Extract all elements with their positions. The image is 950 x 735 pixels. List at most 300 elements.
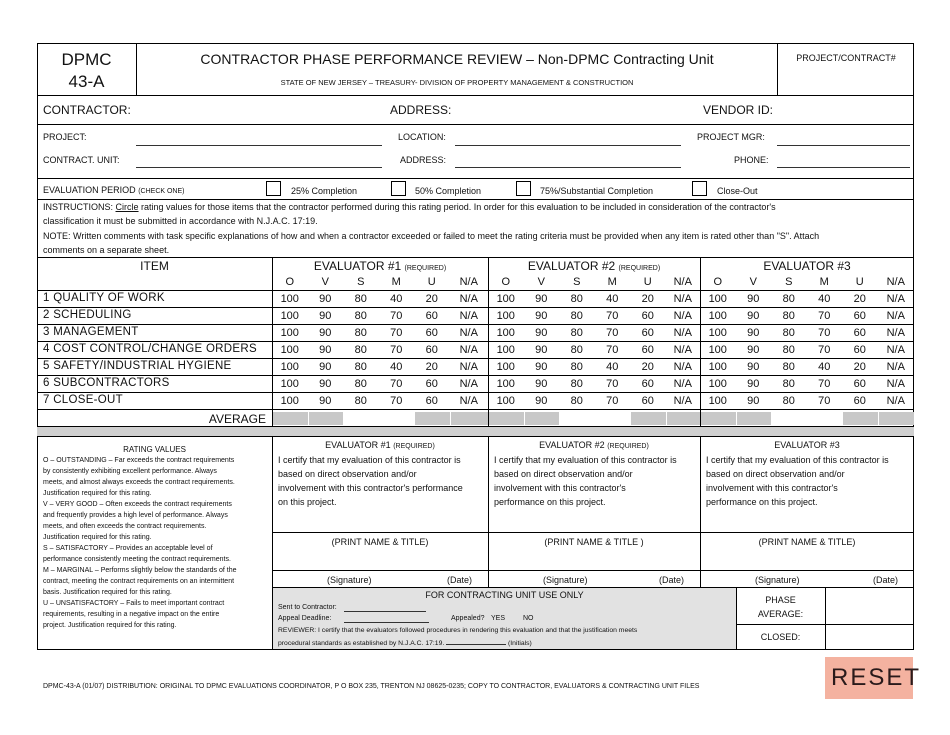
date-label: (Date) xyxy=(447,575,473,585)
rating-value[interactable]: 60 xyxy=(641,327,654,339)
signature-label: (Signature) xyxy=(327,575,372,585)
phase-label: PHASE xyxy=(765,595,796,605)
rating-value-line: basis. Justification required for this rating. xyxy=(43,589,172,596)
date-label: (Date) xyxy=(873,575,899,585)
average-cell[interactable] xyxy=(667,412,701,425)
column-header-m: M xyxy=(819,276,829,288)
rating-value[interactable]: 60 xyxy=(425,395,438,407)
rating-value[interactable]: 70 xyxy=(606,378,619,390)
rating-value[interactable]: N/A xyxy=(459,378,478,390)
rating-value[interactable]: 100 xyxy=(280,327,299,339)
rating-value[interactable]: 80 xyxy=(782,395,795,407)
rating-value[interactable]: 100 xyxy=(496,344,515,356)
evaluation-period-text: EVALUATION PERIOD xyxy=(43,185,136,195)
average-cell[interactable] xyxy=(380,412,415,425)
evaluator3-header xyxy=(700,259,914,273)
rating-value[interactable]: N/A xyxy=(459,344,478,356)
rating-value[interactable]: N/A xyxy=(886,327,905,339)
rating-value[interactable]: 20 xyxy=(425,361,438,373)
average-cell[interactable] xyxy=(843,412,878,425)
sent-field[interactable] xyxy=(344,611,426,612)
rating-value[interactable]: 100 xyxy=(708,310,727,322)
instructions-circle: Circle xyxy=(115,202,139,212)
column-header-o: O xyxy=(713,276,723,288)
cert-print-name-field[interactable] xyxy=(704,548,910,568)
row-divider xyxy=(37,409,914,410)
item-row-label: 2 SCHEDULING xyxy=(43,309,132,321)
signature-label: (Signature) xyxy=(543,575,588,585)
date-label: (Date) xyxy=(659,575,685,585)
rating-value[interactable]: N/A xyxy=(673,327,692,339)
cert-statement-line: involvement with this contractor's xyxy=(494,483,626,493)
rating-value[interactable]: 90 xyxy=(319,344,332,356)
instructions-line4: comments on a separate sheet. xyxy=(43,245,170,255)
period-50-checkbox[interactable] xyxy=(391,181,406,196)
rating-value[interactable]: 90 xyxy=(747,361,760,373)
divider xyxy=(37,436,914,437)
rating-value[interactable]: 80 xyxy=(354,293,367,305)
footer-distribution: DPMC-43-A (01/07) DISTRIBUTION: ORIGINAL TO DPMC EVALUATIONS COORDINATOR, P O BOX 235, TRENTON NJ 08625-0235; COPY TO CONTRACTOR, EVALUATORS & CONTRACTING UNIT FILES xyxy=(43,683,700,690)
rating-value-line: performance consistently meeting the contract requirements. xyxy=(43,556,231,563)
rating-value[interactable]: 80 xyxy=(782,327,795,339)
rating-value[interactable]: 70 xyxy=(818,378,831,390)
average-cell[interactable] xyxy=(596,412,631,425)
reviewer-line2-text: procedural standards as established by N.J.A.C. 17:19. xyxy=(278,640,445,647)
rating-value[interactable]: N/A xyxy=(673,344,692,356)
project-mgr-label: PROJECT MGR: xyxy=(697,132,765,142)
location-label: LOCATION: xyxy=(398,132,446,142)
rating-value[interactable]: 60 xyxy=(425,327,438,339)
initials-label: (Initials) xyxy=(508,640,532,647)
cert-evaluator1-header xyxy=(272,440,488,450)
rating-value[interactable]: 80 xyxy=(570,361,583,373)
row-divider xyxy=(37,341,914,342)
closed-field[interactable] xyxy=(826,625,913,649)
item-row-label: 5 SAFETY/INDUSTRIAL HYGIENE xyxy=(43,360,232,372)
rating-value[interactable]: 100 xyxy=(708,293,727,305)
rating-value[interactable]: 90 xyxy=(319,378,332,390)
rating-value[interactable]: 80 xyxy=(570,395,583,407)
rating-value[interactable]: N/A xyxy=(886,344,905,356)
rating-value[interactable]: N/A xyxy=(886,293,905,305)
average-cell[interactable] xyxy=(525,412,560,425)
rating-value[interactable]: N/A xyxy=(459,361,478,373)
period-closeout-checkbox[interactable] xyxy=(692,181,707,196)
item-row-label: 4 COST CONTROL/CHANGE ORDERS xyxy=(43,343,257,355)
divider xyxy=(37,257,914,258)
rating-value[interactable]: 100 xyxy=(496,395,515,407)
appealed-yes[interactable]: YES xyxy=(491,615,506,622)
column-header-u: U xyxy=(427,276,436,288)
cert-evaluator-name: EVALUATOR #2 xyxy=(539,440,605,450)
rating-value[interactable]: 80 xyxy=(354,344,367,356)
rating-value[interactable]: 60 xyxy=(641,395,654,407)
column-header-u: U xyxy=(643,276,652,288)
rating-value[interactable]: 90 xyxy=(535,344,548,356)
column-header-o: O xyxy=(285,276,295,288)
signature-label: (Signature) xyxy=(755,575,800,585)
rating-value[interactable]: N/A xyxy=(673,310,692,322)
rating-values-title: RATING VALUES xyxy=(123,445,186,454)
divider xyxy=(700,436,701,587)
average-cell[interactable] xyxy=(631,412,666,425)
evaluator1-note: (REQUIRED) xyxy=(404,265,447,272)
rating-value[interactable]: 40 xyxy=(606,293,619,305)
rating-value[interactable]: 60 xyxy=(641,344,654,356)
rating-value[interactable]: 80 xyxy=(570,293,583,305)
column-header-o: O xyxy=(501,276,511,288)
rating-value[interactable]: N/A xyxy=(459,327,478,339)
rating-value[interactable]: 70 xyxy=(818,327,831,339)
rating-value[interactable]: 60 xyxy=(853,310,866,322)
rating-value[interactable]: 60 xyxy=(641,310,654,322)
divider xyxy=(272,570,914,571)
rating-value-line: S – SATISFACTORY – Provides an acceptable level of xyxy=(43,545,213,552)
rating-value[interactable]: 70 xyxy=(390,395,403,407)
rating-value[interactable]: 100 xyxy=(280,378,299,390)
rating-value[interactable]: 80 xyxy=(782,361,795,373)
cert-print-name-label: (PRINT NAME & TITLE ) xyxy=(544,537,644,547)
rating-value[interactable]: 80 xyxy=(782,378,795,390)
cert-statement-line: involvement with this contractor's performance xyxy=(278,483,463,493)
rating-value[interactable]: 100 xyxy=(708,327,727,339)
address-label: ADDRESS: xyxy=(390,103,452,117)
rating-value[interactable]: 20 xyxy=(853,293,866,305)
page-title: CONTRACTOR PHASE PERFORMANCE REVIEW – Non-DPMC Contracting Unit xyxy=(200,51,714,67)
cert-evaluator3-header xyxy=(700,440,914,450)
column-header-m: M xyxy=(607,276,617,288)
divider xyxy=(37,426,914,427)
rating-value[interactable]: 20 xyxy=(853,361,866,373)
form-id-line2: 43-A xyxy=(68,72,105,91)
divider xyxy=(37,95,914,96)
project-field[interactable] xyxy=(136,145,382,146)
rating-value-line: by consistently exhibiting excellent performance. Always xyxy=(43,468,217,475)
divider xyxy=(37,178,914,179)
cert-statement-line: performance on this project. xyxy=(706,497,818,507)
rating-value[interactable]: 90 xyxy=(319,327,332,339)
rating-value[interactable]: 80 xyxy=(354,327,367,339)
evaluator1-header xyxy=(272,259,488,273)
column-header-s: S xyxy=(573,276,581,288)
rating-value[interactable]: N/A xyxy=(886,310,905,322)
page-subtitle: STATE OF NEW JERSEY – TREASURY- DIVISION OF PROPERTY MANAGEMENT & CONSTRUCTION xyxy=(280,78,634,87)
cert-statement-line: I certify that my evaluation of this contractor is xyxy=(278,455,461,465)
average-cell[interactable] xyxy=(560,412,595,425)
item-row-label: 1 QUALITY OF WORK xyxy=(43,292,165,304)
evaluator2-name: EVALUATOR #2 xyxy=(527,259,616,273)
rating-value[interactable]: 80 xyxy=(570,327,583,339)
rating-value[interactable]: 70 xyxy=(390,378,403,390)
rating-value[interactable]: N/A xyxy=(459,310,478,322)
location-field[interactable] xyxy=(455,145,681,146)
column-header-v: V xyxy=(537,276,545,288)
cert-statement-line: on this project. xyxy=(278,497,337,507)
rating-value[interactable]: N/A xyxy=(886,361,905,373)
rating-value[interactable]: 40 xyxy=(390,361,403,373)
rating-value[interactable]: N/A xyxy=(673,293,692,305)
rating-value[interactable]: 70 xyxy=(818,344,831,356)
appeal-deadline-field[interactable] xyxy=(344,622,429,623)
rating-value[interactable]: N/A xyxy=(459,395,478,407)
column-header-na: N/A xyxy=(886,276,905,288)
rating-value[interactable]: 70 xyxy=(606,327,619,339)
rating-value[interactable]: 90 xyxy=(535,293,548,305)
rating-value[interactable]: 80 xyxy=(570,344,583,356)
period-25-checkbox[interactable] xyxy=(266,181,281,196)
rating-value-line: V – VERY GOOD – Often exceeds the contract requirements xyxy=(43,501,232,508)
rating-value[interactable]: 90 xyxy=(535,395,548,407)
divider xyxy=(37,199,914,200)
rating-value[interactable]: 100 xyxy=(496,293,515,305)
rating-value[interactable]: 40 xyxy=(606,361,619,373)
rating-value[interactable]: 20 xyxy=(425,293,438,305)
rating-value[interactable]: 90 xyxy=(747,327,760,339)
rating-value[interactable]: 100 xyxy=(496,361,515,373)
rating-value[interactable]: 60 xyxy=(425,378,438,390)
contract-unit-label: CONTRACT. UNIT: xyxy=(43,155,120,165)
rating-value[interactable]: 60 xyxy=(641,378,654,390)
column-header-s: S xyxy=(785,276,793,288)
cert-print-name-label: (PRINT NAME & TITLE) xyxy=(331,537,429,547)
rating-value-line: O – OUTSTANDING – Far exceeds the contract requirements xyxy=(43,457,235,464)
sent-label: Sent to Contractor: xyxy=(278,604,337,611)
rating-value-line: M – MARGINAL – Performs slightly below the standards of the xyxy=(43,567,237,574)
row-divider xyxy=(37,358,914,359)
average-cell[interactable] xyxy=(701,412,736,425)
cert-statement-line: performance on this project. xyxy=(494,497,606,507)
divider xyxy=(272,532,914,533)
contract-unit-field[interactable] xyxy=(136,167,382,168)
rating-value[interactable]: 70 xyxy=(390,310,403,322)
rating-value[interactable]: 80 xyxy=(354,310,367,322)
rating-value[interactable]: 70 xyxy=(606,310,619,322)
rating-value[interactable]: N/A xyxy=(886,378,905,390)
average-cell[interactable] xyxy=(737,412,772,425)
form-id-line1: DPMC xyxy=(61,50,112,69)
cert-print-name-field[interactable] xyxy=(276,548,484,568)
instructions-prefix: INSTRUCTIONS: xyxy=(43,202,116,212)
rating-value[interactable]: 100 xyxy=(280,310,299,322)
rating-value[interactable]: 90 xyxy=(747,378,760,390)
rating-value[interactable]: 90 xyxy=(747,293,760,305)
rating-value[interactable]: 60 xyxy=(853,344,866,356)
period-75-checkbox[interactable] xyxy=(516,181,531,196)
rating-value[interactable]: 20 xyxy=(641,293,654,305)
evaluation-period-label xyxy=(43,185,184,195)
cert-evaluator-note: (REQUIRED) xyxy=(607,443,649,450)
rating-value[interactable]: 90 xyxy=(319,310,332,322)
rating-value[interactable]: 60 xyxy=(853,378,866,390)
cert-statement-line: based on direct observation and/or xyxy=(494,469,633,479)
address2-field[interactable] xyxy=(455,167,681,168)
rating-value[interactable]: 100 xyxy=(280,344,299,356)
divider xyxy=(488,436,489,587)
rating-value[interactable]: 90 xyxy=(535,310,548,322)
rating-value[interactable]: 80 xyxy=(354,378,367,390)
average-cell[interactable] xyxy=(309,412,344,425)
period-50-label: 50% Completion xyxy=(415,186,482,196)
rating-value[interactable]: N/A xyxy=(459,293,478,305)
item-row-label: 7 CLOSE-OUT xyxy=(43,394,123,406)
column-header-v: V xyxy=(321,276,329,288)
rating-value[interactable]: 80 xyxy=(782,293,795,305)
period-25-label: 25% Completion xyxy=(291,186,358,196)
instructions-line2: classification it must be submitted in accordance with N.J.A.C. 17:19. xyxy=(43,216,318,226)
appealed-no[interactable]: NO xyxy=(523,615,534,622)
project-contract-label: PROJECT/CONTRACT# xyxy=(796,53,896,63)
rating-value[interactable]: 70 xyxy=(606,344,619,356)
evaluator3-name: EVALUATOR #3 xyxy=(763,259,851,273)
rating-value[interactable]: 100 xyxy=(496,310,515,322)
reset-button[interactable]: RESET xyxy=(825,657,913,699)
phase-average-field[interactable] xyxy=(826,588,913,623)
reviewer-line1: REVIEWER: I certify that the evaluators followed procedures in rendering this evaluation and that the justification meets xyxy=(278,627,638,634)
rating-value[interactable]: 60 xyxy=(425,310,438,322)
cert-print-name-field[interactable] xyxy=(492,548,696,568)
divider xyxy=(777,43,778,95)
cert-statement-line: I certify that my evaluation of this contractor is xyxy=(706,455,889,465)
instructions-rest: rating values for those items that the contractor performed during this rating period. In order for this evaluation to be included in consideration of the contractor's xyxy=(138,202,776,212)
average-cell[interactable] xyxy=(344,412,379,425)
rating-value[interactable]: 100 xyxy=(708,395,727,407)
row-divider xyxy=(37,392,914,393)
project-mgr-field[interactable] xyxy=(777,145,910,146)
column-header-m: M xyxy=(391,276,401,288)
phone-field[interactable] xyxy=(777,167,910,168)
rating-value[interactable]: 40 xyxy=(390,293,403,305)
rating-value[interactable]: 80 xyxy=(782,344,795,356)
average-cell[interactable] xyxy=(273,412,308,425)
rating-value[interactable]: 70 xyxy=(390,327,403,339)
rating-value-line: meets, and often exceeds the contract requirements. xyxy=(43,523,207,530)
rating-value-line: project. Justification required for this rating. xyxy=(43,622,177,629)
rating-value[interactable]: 80 xyxy=(782,310,795,322)
column-header-na: N/A xyxy=(459,276,478,288)
rating-value[interactable]: 90 xyxy=(747,395,760,407)
rating-value[interactable]: 100 xyxy=(496,378,515,390)
evaluator2-note: (REQUIRED) xyxy=(618,265,661,272)
rating-value[interactable]: N/A xyxy=(673,395,692,407)
average-cell[interactable] xyxy=(808,412,843,425)
rating-value[interactable]: 100 xyxy=(708,344,727,356)
rating-value[interactable]: 20 xyxy=(641,361,654,373)
rating-value[interactable]: 40 xyxy=(818,361,831,373)
rating-value[interactable]: 40 xyxy=(818,293,831,305)
rating-value-line: meets, and almost always exceeds the contract requirements. xyxy=(43,479,235,486)
rating-value[interactable]: N/A xyxy=(886,395,905,407)
rating-value[interactable]: 80 xyxy=(570,310,583,322)
rating-value[interactable]: 90 xyxy=(535,361,548,373)
evaluator1-name: EVALUATOR #1 xyxy=(313,259,402,273)
evaluation-period-note: (CHECK ONE) xyxy=(138,188,185,195)
rating-value[interactable]: 90 xyxy=(747,310,760,322)
rating-value[interactable]: 90 xyxy=(535,327,548,339)
cert-evaluator-name: EVALUATOR #1 xyxy=(325,440,391,450)
average-cell[interactable] xyxy=(772,412,807,425)
cert-statement-line: involvement with this contractor's xyxy=(706,483,838,493)
rating-value-line: requirements, resulting in a negative impact on the entire xyxy=(43,611,220,618)
cert-evaluator2-header xyxy=(488,440,700,450)
rating-value[interactable]: 100 xyxy=(708,378,727,390)
rating-value[interactable]: 90 xyxy=(319,293,332,305)
rating-value[interactable]: 70 xyxy=(818,395,831,407)
rating-value[interactable]: 60 xyxy=(853,327,866,339)
period-75-label: 75%/Substantial Completion xyxy=(540,186,654,196)
rating-value[interactable]: 70 xyxy=(818,310,831,322)
rating-value[interactable]: 80 xyxy=(354,361,367,373)
rating-value[interactable]: 80 xyxy=(570,378,583,390)
appealed-label: Appealed? xyxy=(451,615,485,622)
average-cell[interactable] xyxy=(879,412,915,425)
rating-value-line: contract, meeting the contract requirements on an intermittent xyxy=(43,578,235,585)
column-header-v: V xyxy=(749,276,757,288)
rating-value[interactable]: 70 xyxy=(606,395,619,407)
item-header: ITEM xyxy=(140,259,169,273)
appeal-deadline-label: Appeal Deadline: xyxy=(278,615,332,622)
average-cell[interactable] xyxy=(415,412,450,425)
rating-value[interactable]: 90 xyxy=(319,395,332,407)
cert-evaluator-name: EVALUATOR #3 xyxy=(774,440,840,450)
rating-value[interactable]: 100 xyxy=(708,361,727,373)
rating-value[interactable]: 60 xyxy=(853,395,866,407)
phase-average-label: AVERAGE: xyxy=(757,609,804,619)
cert-evaluator-note: (REQUIRED) xyxy=(393,443,435,450)
rating-value[interactable]: N/A xyxy=(673,378,692,390)
row-divider xyxy=(37,375,914,376)
rating-value-line: Justification required for this rating. xyxy=(43,534,152,541)
period-closeout-label: Close-Out xyxy=(717,186,758,196)
rating-value-line: and frequently provides a high level of performance. Always xyxy=(43,512,228,519)
cert-statement-line: I certify that my evaluation of this contractor is xyxy=(494,455,677,465)
vendor-id-label: VENDOR ID: xyxy=(703,103,774,117)
average-cell[interactable] xyxy=(489,412,524,425)
rating-value-line: Justification required for this rating. xyxy=(43,490,152,497)
cert-statement-line: based on direct observation and/or xyxy=(278,469,417,479)
rating-value[interactable]: 70 xyxy=(390,344,403,356)
column-header-u: U xyxy=(855,276,864,288)
evaluator2-header xyxy=(488,259,700,273)
divider xyxy=(37,124,914,125)
instructions-line1 xyxy=(43,202,776,212)
rating-value[interactable]: N/A xyxy=(673,361,692,373)
average-cell[interactable] xyxy=(451,412,489,425)
column-header-s: S xyxy=(357,276,365,288)
contractor-label: CONTRACTOR: xyxy=(43,103,131,117)
cert-print-name-label: (PRINT NAME & TITLE) xyxy=(758,537,856,547)
item-row-label: 3 MANAGEMENT xyxy=(43,326,139,338)
project-label: PROJECT: xyxy=(43,132,87,142)
rating-value[interactable]: 100 xyxy=(280,395,299,407)
item-row-label: 6 SUBCONTRACTORS xyxy=(43,377,170,389)
rating-value[interactable]: 90 xyxy=(747,344,760,356)
rating-value[interactable]: 100 xyxy=(280,293,299,305)
rating-value[interactable]: 60 xyxy=(425,344,438,356)
reviewer-line2 xyxy=(278,638,532,647)
initials-field[interactable] xyxy=(446,638,506,645)
row-divider xyxy=(37,290,914,291)
closed-label: CLOSED: xyxy=(760,632,801,642)
rating-value[interactable]: 80 xyxy=(354,395,367,407)
rating-value[interactable]: 90 xyxy=(535,378,548,390)
rating-value[interactable]: 100 xyxy=(280,361,299,373)
separator-band xyxy=(37,427,914,436)
cert-statement-line: based on direct observation and/or xyxy=(706,469,845,479)
address2-label: ADDRESS: xyxy=(400,155,447,165)
rating-value[interactable]: 90 xyxy=(319,361,332,373)
row-divider xyxy=(37,307,914,308)
rating-value[interactable]: 100 xyxy=(496,327,515,339)
